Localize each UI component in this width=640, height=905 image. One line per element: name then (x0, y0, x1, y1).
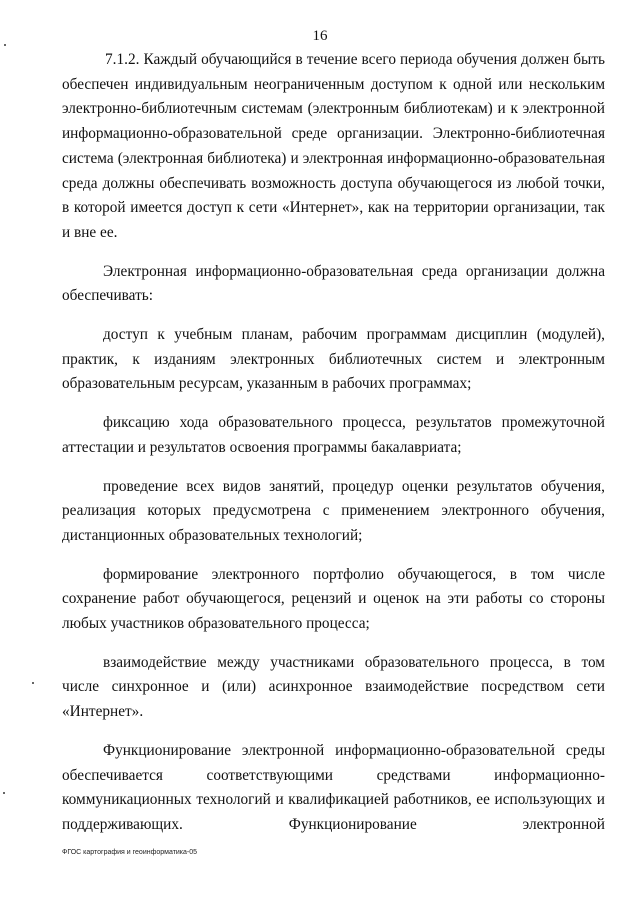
paragraph-access-plans: доступ к учебным планам, рабочим программам дисциплин (модулей), практик, к изданиям электронных библиотечных систем и электронным образовательным ресурсам, указанным в рабочих программах; (62, 326, 605, 393)
scan-speck (4, 44, 6, 46)
paragraph-portfolio: формирование электронного портфолио обучающегося, в том числе сохранение работ обучающегося, рецензий и оценок на эти работы со стороны любых участников образовательного процесса; (62, 565, 605, 633)
paragraph-functioning: Функционирование электронной информационно-образовательной среды обеспечивается соответствующими средствами информационно-коммуникационных технологий и квалификацией работников, ее использующих и поддерживающих. Функционирование электронной (62, 741, 605, 833)
scan-speck (3, 792, 5, 794)
paragraph-progress-tracking: фиксацию хода образовательного процесса, результатов промежуточной аттестации и результатов освоения программы бакалавриата; (62, 414, 605, 456)
scan-speck (32, 682, 34, 684)
page-number: 16 (312, 28, 328, 44)
footer-caption: ФГОС картография и геоинформатика-05 (62, 849, 198, 856)
paragraph-7-1-2: 7.1.2. Каждый обучающийся в течение всего периода обучения должен быть обеспечен индивидуальным неограниченным доступом к одной или нескольким электронно-библиотечным системам (электронным библиотекам) и к электронной информационно-образовательной среде организации. Электронно-библиотечная система (электронная библиотека) и электронная информационно-образовательная среда должны обеспечивать возможность доступа обучающегося из любой точки, в которой имеется доступ к сети «Интернет», как на территории организации, так и вне ее. (62, 51, 605, 241)
paragraph-environment-intro: Электронная информационно-образовательная среда организации должна обеспечивать: (62, 262, 605, 305)
body-text (62, 48, 605, 852)
paragraph-interaction: взаимодействие между участниками образовательного процесса, в том числе синхронное и (или) асинхронное взаимодействие посредством сети «Интернет». (62, 653, 605, 721)
paragraph-classes-assessment: проведение всех видов занятий, процедур оценки результатов обучения, реализация которых предусмотрена с применением электронного обучения, дистанционных образовательных технологий; (62, 477, 605, 544)
